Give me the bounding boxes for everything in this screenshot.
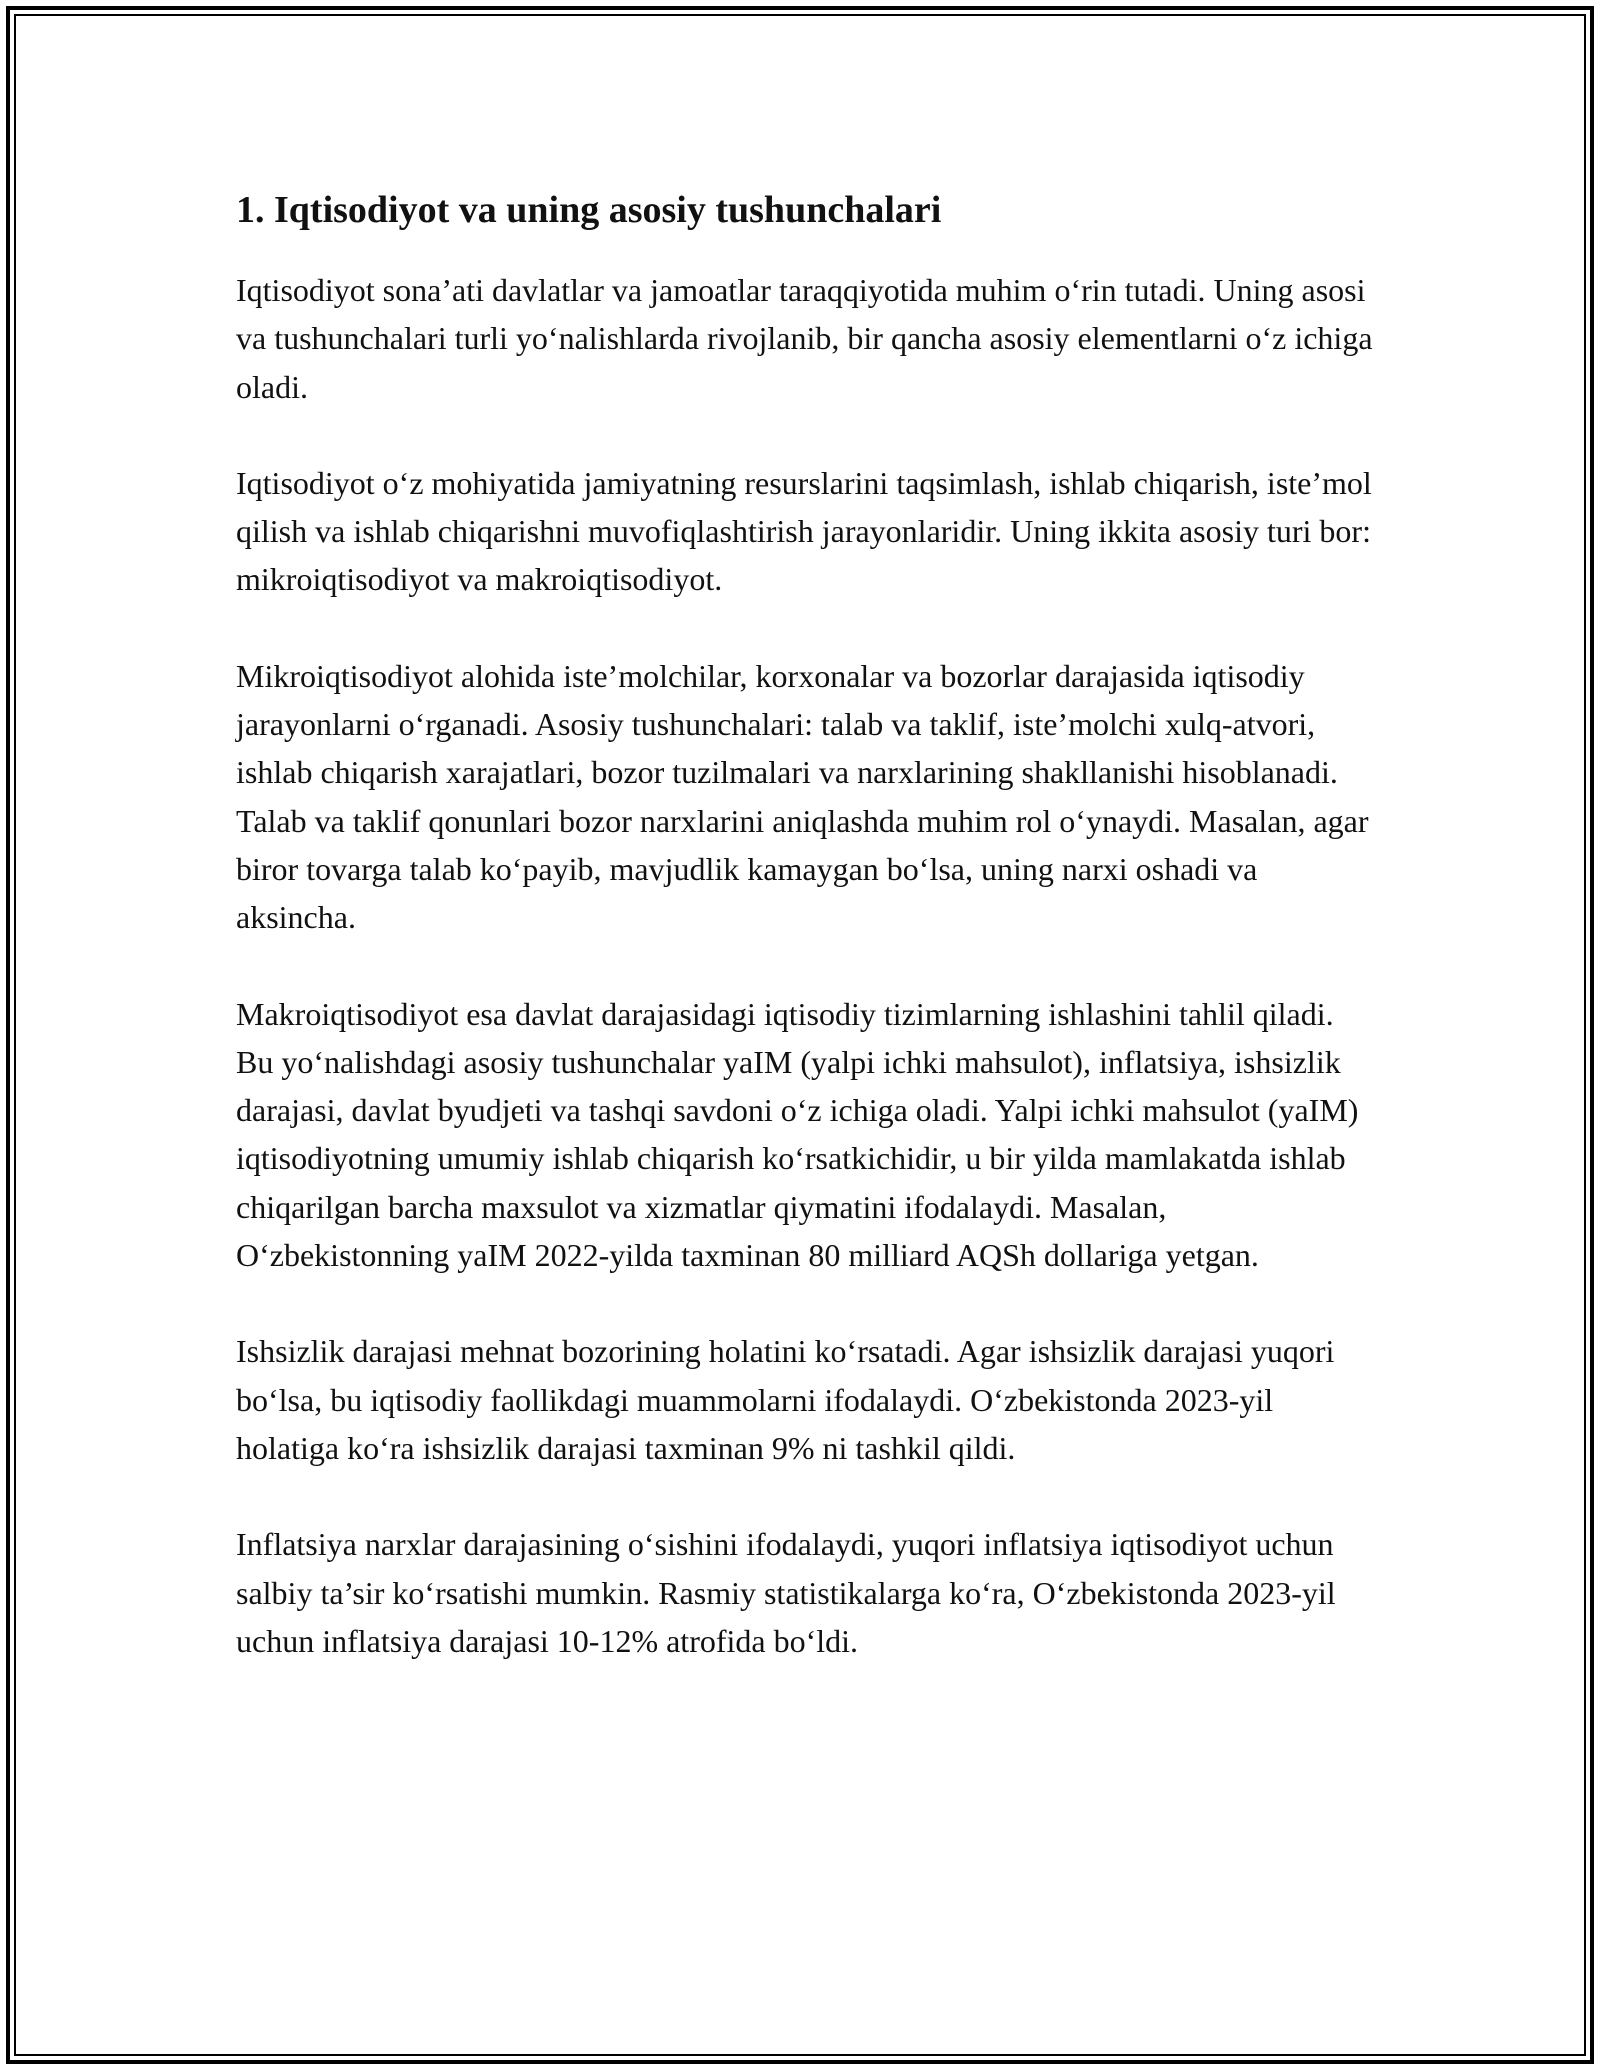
paragraph-intro: Iqtisodiyot sona’ati davlatlar va jamoatlar taraqqiyotida muhim o‘rin tutadi. Uning asosi va tushunchalari turli yo‘nalishlarda rivojlanib, bir qancha asosiy elementlarni o‘z ichiga oladi.	[236, 272, 1373, 405]
paragraph-macroeconomics: Makroiqtisodiyot esa davlat darajasidagi iqtisodiy tizimlarning ishlashini tahlil qiladi. Bu yo‘nalishdagi asosiy tushunchalar yaIM (yalpi ichki mahsulot), inflatsiya, ishsizlik darajasi, davlat byudjeti va tashqi savdoni o‘z ichiga oladi. Yalpi ichki mahsulot (yaIM) iqtisodiyotning umumiy ishlab chiqarish ko‘rsatkichidir, u bir yilda mamlakatda ishlab chiqarilgan barcha maxsulot va xizmatlar qiymatini ifodalaydi. Masalan, O‘zbekistonning yaIM 2022-yilda taxminan 80 milliard AQSh dollariga yetgan.	[236, 995, 1359, 1274]
paragraph-microeconomics: Mikroiqtisodiyot alohida iste’molchilar, korxonalar va bozorlar darajasida iqtisodiy jarayonlarni o‘rganadi. Asosiy tushunchalari: talab va taklif, iste’molchi xulq-atvori, ishlab chiqarish xarajatlari, bozor tuzilmalari va narxlarining shakllanishi hisoblanadi. Talab va taklif qonunlari bozor narxlarini aniqlashda muhim rol o‘ynaydi. Masalan, agar biror tovarga talab ko‘payib, mavjudlik kamaygan bo‘lsa, uning narxi oshadi va aksincha.	[236, 657, 1369, 936]
paragraph-inflation: Inflatsiya narxlar darajasining o‘sishini ifodalaydi, yuqori inflatsiya iqtisodiyot uchun salbiy ta’sir ko‘rsatishi mumkin. Rasmiy statistikalarga ko‘ra, O‘zbekistonda 2023-yil uchun inflatsiya darajasi 10-12% atrofida bo‘ldi.	[236, 1526, 1336, 1659]
section-title: 1. Iqtisodiyot va uning asosiy tushunchalari	[236, 189, 942, 231]
paragraph-unemployment: Ishsizlik darajasi mehnat bozorining holatini ko‘rsatadi. Agar ishsizlik darajasi yuqori bo‘lsa, bu iqtisodiy faollikdagi muammolarni ifodalaydi. O‘zbekistonda 2023-yil holatiga ko‘ra ishsizlik darajasi taxminan 9% ni tashkil qildi.	[236, 1333, 1335, 1466]
document-body	[236, 186, 1376, 1713]
paragraph-definition: Iqtisodiyot o‘z mohiyatida jamiyatning resurslarini taqsimlash, ishlab chiqarish, iste’mol qilish va ishlab chiqarishni muvofiqlashtirish jarayonlaridir. Uning ikkita asosiy turi bor: mikroiqtisodiyot va makroiqtisodiyot.	[236, 464, 1372, 598]
